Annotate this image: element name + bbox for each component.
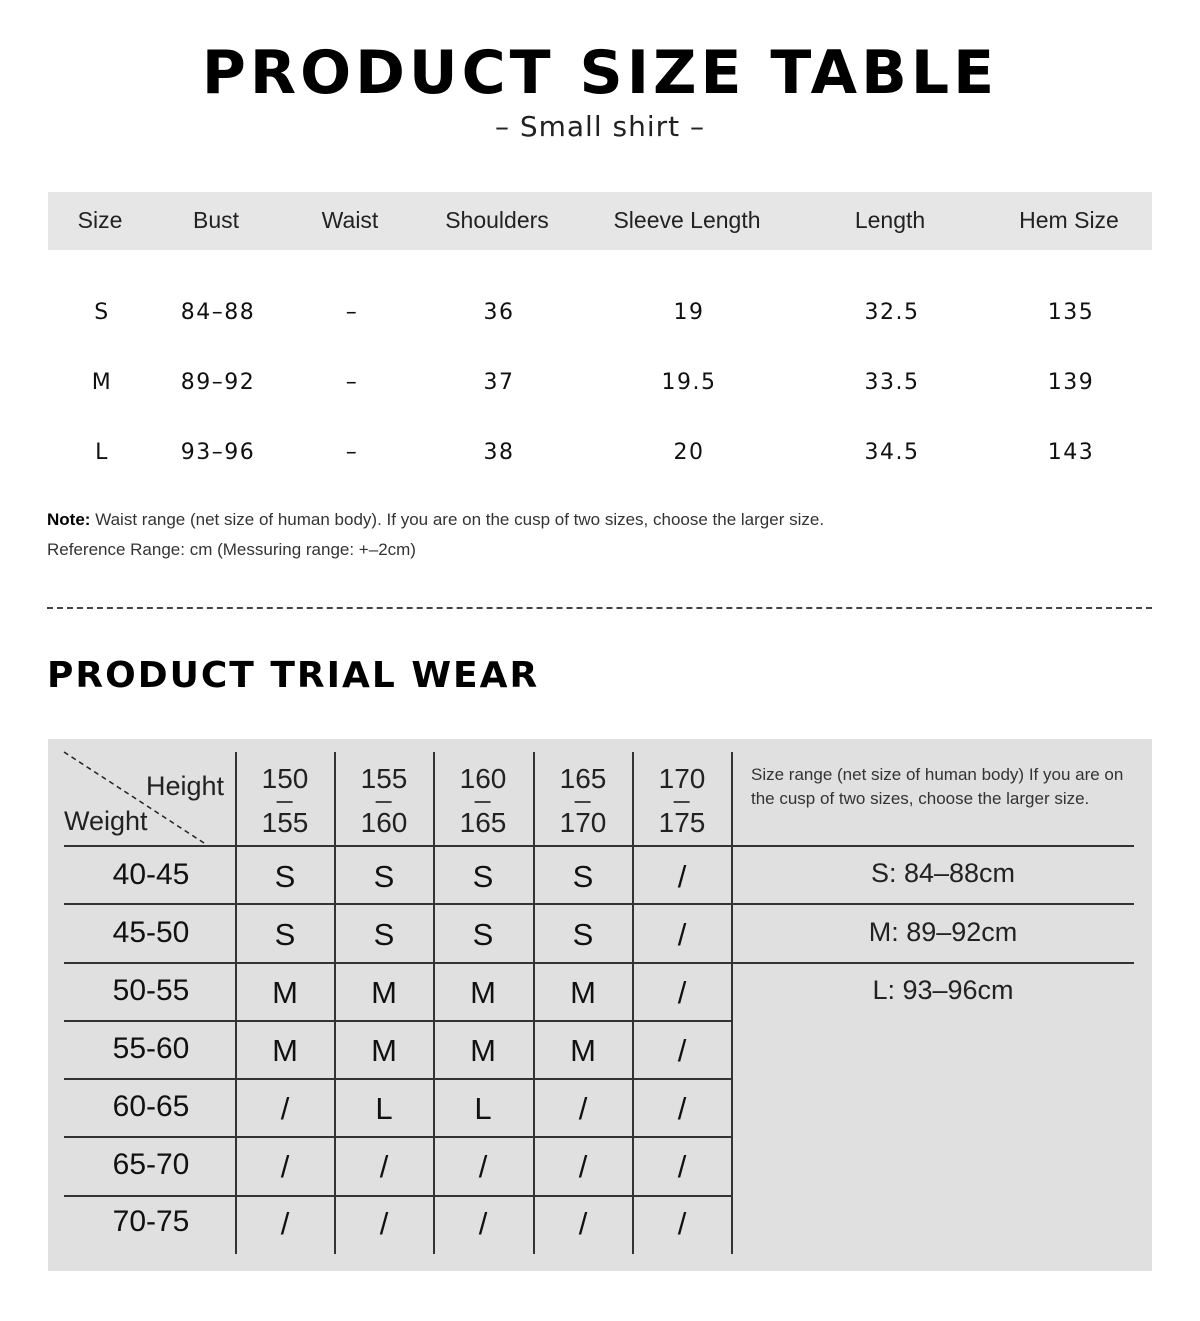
- size-recommendation-cell: /: [280, 1091, 290, 1126]
- height-from: 150: [261, 763, 309, 794]
- grid-column-line: [433, 752, 435, 1254]
- size-header-cell: Waist: [321, 207, 379, 233]
- size-recommendation-cell: S: [572, 859, 594, 894]
- size-recommendation-cell: /: [280, 1206, 290, 1241]
- size-data-cell: 32.5: [864, 300, 920, 325]
- grid-row-line: [64, 1020, 731, 1022]
- size-recommendation-cell: S: [274, 917, 296, 952]
- height-range-header: [658, 763, 706, 838]
- size-data-cell: 33.5: [864, 370, 920, 395]
- size-recommendation-cell: /: [677, 1091, 687, 1126]
- size-data-cell: 34.5: [864, 440, 920, 465]
- size-recommendation-cell: M: [470, 1033, 496, 1068]
- height-to: 170: [559, 807, 607, 838]
- size-measure-range: M: 89–92cm: [868, 917, 1018, 947]
- size-data-cell: 135: [1047, 300, 1095, 325]
- size-recommendation-cell: /: [478, 1149, 488, 1184]
- height-to: 165: [459, 807, 507, 838]
- size-data-cell: –: [345, 370, 359, 395]
- grid-row-line: [64, 962, 1134, 964]
- grid-column-line: [632, 752, 634, 1254]
- size-recommendation-cell: M: [371, 975, 397, 1010]
- size-header-cell: Size: [77, 207, 123, 233]
- size-recommendation-cell: M: [570, 975, 596, 1010]
- size-header-cell: Hem Size: [1019, 207, 1119, 233]
- size-recommendation-cell: M: [272, 975, 298, 1010]
- grid-column-line: [235, 752, 237, 1254]
- range-dash: [376, 801, 392, 803]
- height-range-header: [261, 763, 309, 838]
- weight-range-label: 55-60: [112, 1032, 190, 1065]
- size-recommendation-cell: /: [677, 917, 687, 952]
- grid-column-line: [731, 752, 733, 1254]
- size-header-cell: Length: [854, 207, 926, 233]
- size-header-cell: Bust: [192, 207, 240, 233]
- size-recommendation-cell: M: [570, 1033, 596, 1068]
- corner-weight-label: Weight: [64, 806, 148, 836]
- weight-range-label: 60-65: [112, 1090, 190, 1123]
- size-data-cell: 19: [673, 300, 705, 325]
- height-from: 165: [559, 763, 607, 794]
- grid-row-line: [64, 1195, 731, 1197]
- size-range-description: Size range (net size of human body) If you are on the cusp of two sizes, choose the larger size.: [751, 765, 1124, 808]
- height-range-header: [559, 763, 607, 838]
- height-from: 155: [360, 763, 408, 794]
- size-recommendation-cell: /: [677, 1033, 687, 1068]
- size-measure-range: S: 84–88cm: [870, 858, 1016, 888]
- weight-range-label: 40-45: [112, 858, 190, 891]
- page-subtitle: – Small shirt –: [494, 110, 706, 143]
- size-header-cell: Shoulders: [445, 207, 549, 233]
- note-text: Waist range (net size of human body). If you are on the cusp of two sizes, choose the larger size.: [95, 510, 825, 529]
- size-data-cell: 143: [1047, 440, 1095, 465]
- size-data-cell: –: [345, 440, 359, 465]
- size-recommendation-cell: S: [472, 859, 494, 894]
- height-to: 160: [360, 807, 408, 838]
- size-recommendation-cell: /: [478, 1206, 488, 1241]
- size-recommendation-cell: /: [379, 1149, 389, 1184]
- size-data-cell: 84–88: [180, 300, 256, 325]
- height-to: 155: [261, 807, 309, 838]
- size-recommendation-cell: L: [474, 1091, 492, 1126]
- size-recommendation-cell: M: [272, 1033, 298, 1068]
- size-recommendation-cell: S: [274, 859, 296, 894]
- range-dash: [674, 801, 690, 803]
- size-measure-range: L: 93–96cm: [872, 975, 1014, 1005]
- size-data-cell: 89–92: [180, 370, 256, 395]
- size-recommendation-cell: /: [677, 1149, 687, 1184]
- size-header-cell: Sleeve Length: [613, 207, 761, 233]
- size-data-cell: –: [345, 300, 359, 325]
- size-data-cell: 93–96: [180, 440, 256, 465]
- size-data-cell: 36: [483, 300, 515, 325]
- size-recommendation-cell: /: [578, 1206, 588, 1241]
- size-recommendation-cell: M: [371, 1033, 397, 1068]
- note-label: Note:: [47, 510, 91, 529]
- page-title: PRODUCT SIZE TABLE: [201, 38, 999, 108]
- corner-height-label: Height: [146, 771, 225, 801]
- size-recommendation-cell: /: [578, 1091, 588, 1126]
- size-recommendation-cell: /: [677, 975, 687, 1010]
- height-range-header: [459, 763, 507, 838]
- size-recommendation-cell: /: [379, 1206, 389, 1241]
- size-recommendation-cell: /: [280, 1149, 290, 1184]
- grid-row-line: [64, 1136, 731, 1138]
- size-recommendation-cell: S: [373, 917, 395, 952]
- weight-range-label: 45-50: [112, 916, 190, 949]
- height-from: 160: [459, 763, 507, 794]
- range-dash: [575, 801, 591, 803]
- size-data-cell: L: [95, 440, 109, 465]
- reference-range: Reference Range: cm (Messuring range: +–2cm): [47, 540, 416, 559]
- grid-row-line: [64, 903, 1134, 905]
- grid-row-line: [64, 1078, 731, 1080]
- size-data-cell: M: [91, 370, 113, 395]
- grid-column-line: [334, 752, 336, 1254]
- grid-column-line: [533, 752, 535, 1254]
- grid-row-line: [64, 845, 1134, 847]
- size-data-cell: S: [94, 300, 110, 325]
- size-data-cell: 38: [483, 440, 515, 465]
- size-recommendation-cell: S: [572, 917, 594, 952]
- size-data-cell: 139: [1047, 370, 1095, 395]
- height-range-header: [360, 763, 408, 838]
- size-recommendation-cell: /: [578, 1149, 588, 1184]
- size-recommendation-cell: M: [470, 975, 496, 1010]
- weight-range-label: 70-75: [112, 1205, 190, 1238]
- size-data-cell: 37: [483, 370, 515, 395]
- height-from: 170: [658, 763, 706, 794]
- size-data-cell: 19.5: [661, 370, 717, 395]
- weight-range-label: 65-70: [112, 1148, 190, 1181]
- range-dash: [277, 801, 293, 803]
- size-data-cell: 20: [673, 440, 705, 465]
- weight-range-label: 50-55: [112, 974, 190, 1007]
- size-recommendation-cell: /: [677, 1206, 687, 1241]
- size-recommendation-cell: /: [677, 859, 687, 894]
- size-recommendation-cell: L: [375, 1091, 393, 1126]
- size-recommendation-cell: S: [373, 859, 395, 894]
- range-dash: [475, 801, 491, 803]
- trial-title: PRODUCT TRIAL WEAR: [47, 655, 540, 696]
- size-recommendation-cell: S: [472, 917, 494, 952]
- height-to: 175: [658, 807, 706, 838]
